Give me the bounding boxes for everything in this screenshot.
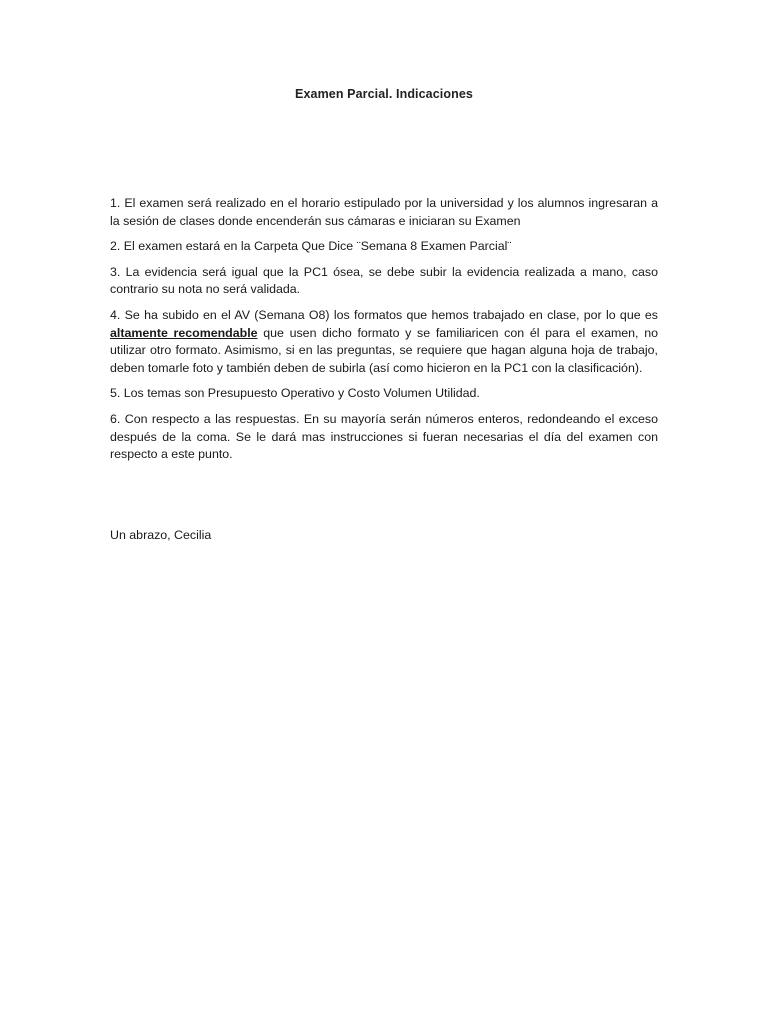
instruction-item-5: 5. Los temas son Presupuesto Operativo y Costo Volumen Utilidad. (110, 386, 480, 401)
instruction-item-1: 1. El examen será realizado en el horario estipulado por la universidad y los alumnos ingresaran a la sesión de clases donde encenderán sus cámaras e iniciaran su Examen (110, 196, 658, 228)
instruction-item-4-intro: 4. Se ha subido en el AV (Semana O8) los formatos que hemos trabajado en clase, por lo que es (110, 307, 658, 322)
document-title: Examen Parcial. Indicaciones (295, 87, 473, 101)
instruction-item-2: 2. El examen estará en la Carpeta Que Dice ¨Semana 8 Examen Parcial¨ (110, 239, 512, 254)
document-body (110, 195, 658, 472)
emphasized-recommendation: altamente recomendable (110, 325, 258, 340)
instruction-item-4 (110, 307, 658, 377)
instruction-item-4-rest: que usen dicho formato y se familiaricen con él para el examen, no utilizar otro formato. Asimismo, si en las preguntas, se requiere que hagan alguna hoja de trabajo, deben tomarle foto y también deben de subirla (así como hicieron en la PC1 con la clasificación). (110, 325, 658, 375)
signature: Un abrazo, Cecilia (110, 528, 212, 542)
instruction-item-3: 3. La evidencia será igual que la PC1 ósea, se debe subir la evidencia realizada a mano, caso contrario su nota no será validada. (110, 264, 658, 297)
instruction-item-6: 6. Con respecto a las respuestas. En su mayoría serán números enteros, redondeando el exceso después de la coma. Se le dará mas instrucciones si fueran necesarias el día del examen con respecto a este punto. (110, 411, 658, 462)
